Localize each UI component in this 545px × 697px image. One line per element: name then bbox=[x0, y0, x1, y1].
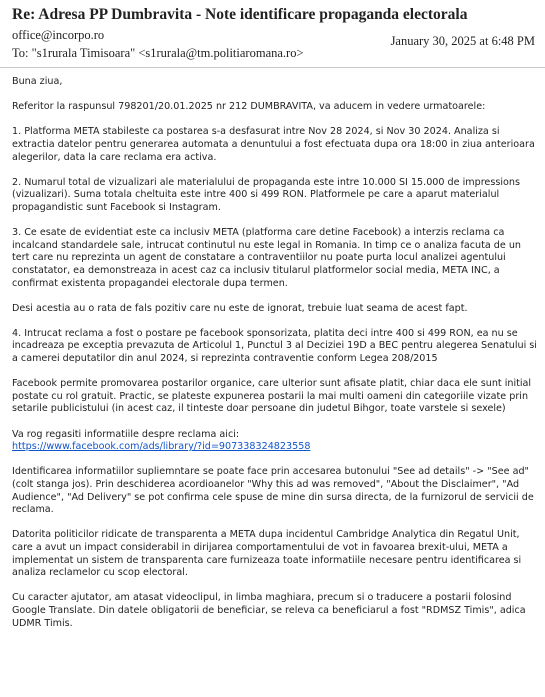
paragraph-point-1: 1. Platforma META stabileste ca postarea s-a desfasurat intre Nov 28 2024, si Nov 30 2024. Analiza si extractia datelor pentru generarea automata a denuntului a fost efectuata dupa ora 18:00 in ziua anterioara alegerilor, data la care reclama era activa. bbox=[12, 126, 535, 163]
email-header bbox=[0, 0, 545, 68]
email-date: January 30, 2025 at 6:48 PM bbox=[390, 34, 535, 48]
email-recipient[interactable]: "s1rurala Timisoara" <s1rurala@tm.politiaromana.ro> bbox=[31, 46, 304, 60]
ad-library-link[interactable]: https://www.facebook.com/ads/library/?id=907338324823558 bbox=[12, 441, 311, 453]
paragraph-ad-link bbox=[12, 429, 538, 454]
ad-link-intro: Va rog regasiti informatiile despre reclama aici: bbox=[12, 428, 240, 440]
paragraph-point-4: 4. Intrucat reclama a fost o postare pe facebook sponsorizata, platita deci intre 400 si 499 RON, ea nu se incadreaza pe exceptia prevazuta de Articolul 1, Punctul 3 al Deciziei 19D a BEC pentru alegerea Senatului si a camerei deputatilor din anul 2024, si reprezinta contraventie conform Legea 208/2015 bbox=[12, 327, 537, 365]
email-body bbox=[12, 76, 538, 643]
paragraph-transparency: Datorita politicilor ridicate de transparenta a META dupa incidentul Cambridge Analytica din Regatul Unit, care a avut un impact considerabil in dirijarea comportamentului de vot in favoarea brexit-ului, META a implementat un sistem de transparenta care furnizeaza toate informatiile necesare pentru identificarea si analiza reclamelor cu scop electoral. bbox=[12, 529, 522, 579]
paragraph-ad-details: Identificarea informatiilor supliemntare se poate face prin accesarea butonului "See ad details" -> "See ad" (colt stanga jos). Prin deschiderea acordioanelor "Why this ad was removed", "About the Disclaimer", "Ad Audience", "Ad Delivery" se pot confirma cele spuse de mine din sursa directa, de la furnizorul de servicii de reclama. bbox=[12, 466, 534, 516]
paragraph-point-3: 3. Ce esate de evidentiat este ca inclusiv META (platforma care detine Facebook) a interzis reclama ca incalcand standardele sale, intrucat continutul nu este legal in Romania. In timp ce o analiza facuta de un tert care nu reprezinta un agent de constatare a contraventiilor nu poate purta locul analizei agentului constatator, ea demonstreaza in acest caz ca inclusiv titularul platformelor social media, META INC, a confirmat existenta propagandei electorale dupa termen. bbox=[12, 227, 522, 289]
intro-paragraph: Referitor la raspunsul 798201/20.01.2025 nr 212 DUMBRAVITA, va aducem in vedere urmatoarele: bbox=[12, 101, 486, 113]
to-label: To: bbox=[12, 46, 29, 60]
paragraph-point-2: 2. Numarul total de vizualizari ale materialului de propaganda este intre 10.000 SI 15.000 de impressions (vizualizari). Suma totala cheltuita este intre 400 si 499 RON. Platformele pe care a aparut materialul propagandistic sunt Facebook si Instagram. bbox=[12, 176, 520, 213]
email-subject: Re: Adresa PP Dumbravita - Note identificare propaganda electorala bbox=[12, 6, 468, 23]
paragraph-facebook-promotion: Facebook permite promovarea postarilor organice, care ulterior sunt afisate platit, chiar daca ele sunt initial postate cu rol gratuit. Practic, se plateste expunerea postarii la mai multi oameni din categoriile vizate prin setarile publicistului (in acest caz, il tinteste doar persoane din judetul Bihgor, toate varstele si sexele) bbox=[12, 378, 532, 415]
paragraph-false-positive: Desi acestia au o rata de fals pozitiv care nu este de ignorat, trebuie luat seama de acest fapt. bbox=[12, 302, 468, 314]
paragraph-attachment: Cu caracter ajutator, am atasat videoclipul, in limba maghiara, precum si o traducere a postarii folosind Google Translate. Din datele obligatorii de beneficiar, se releva ca beneficiarul a fost "RDMSZ Timis", adica UDMR Timis. bbox=[12, 592, 526, 629]
email-recipient-line bbox=[12, 46, 304, 61]
email-sender[interactable]: office@incorpo.ro bbox=[12, 28, 105, 42]
greeting: Buna ziua, bbox=[12, 76, 63, 87]
